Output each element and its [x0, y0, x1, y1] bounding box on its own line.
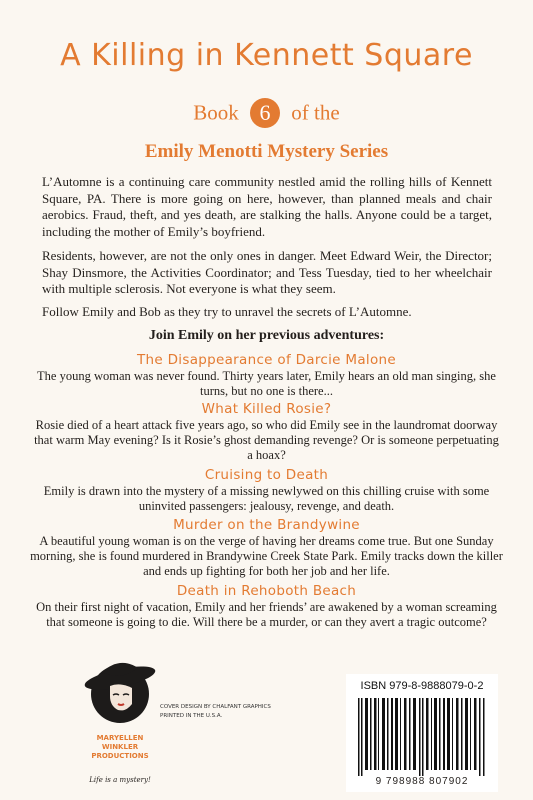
previous-book	[30, 400, 503, 463]
publisher-logo	[80, 652, 160, 792]
blurb-paragraph-3: Follow Emily and Bob as they try to unravel the secrets of L’Automne.	[42, 304, 412, 319]
previous-adventures-heading: Join Emily on her previous adventures:	[148, 328, 385, 343]
previous-book-description: Rosie died of a heart attack five years ago, so who did Emily see in the laundromat doorway that warm May evening? Is it Rosie’s ghost demanding revenge? Or is someone perpetuating a hoax?	[34, 418, 499, 462]
publisher-tagline: Life is a mystery!	[89, 776, 151, 784]
barcode-icon	[356, 698, 488, 776]
publisher-name: MARYELLEN WINKLER PRODUCTIONS	[91, 734, 149, 760]
print-credits	[160, 703, 271, 721]
previous-book-title: Murder on the Brandywine	[173, 517, 360, 533]
previous-book	[30, 516, 503, 579]
cover-design-credit: COVER DESIGN BY CHALFANT GRAPHICS	[160, 704, 271, 710]
barcode-number: 9 798988 807902	[375, 776, 469, 787]
previous-book	[30, 582, 503, 630]
blurb-paragraph-2: Residents, however, are not the only ones in danger. Meet Edward Weir, the Director; Shay Dinsmore, the Activities Coordinator; and Tess Tuesday, tied to her wheelchair with multiple sclerosis. Not everyone is what they seem.	[42, 248, 492, 296]
isbn-label: ISBN 979-8-9888079-0-2	[360, 680, 484, 692]
book-suffix: of the	[291, 100, 340, 125]
hat-woman-icon	[80, 652, 160, 732]
series-name: Emily Menotti Mystery Series	[144, 141, 389, 162]
previous-book-title: The Disappearance of Darcie Malone	[137, 352, 396, 368]
previous-book	[30, 351, 503, 399]
previous-book-description: The young woman was never found. Thirty years later, Emily hears an old man singing, she turns, but no one is there...	[37, 369, 496, 398]
printed-in-credit: PRINTED IN THE U.S.A.	[160, 713, 223, 719]
book-number-line	[0, 98, 533, 128]
previous-book	[30, 466, 503, 514]
previous-book-description: Emily is drawn into the mystery of a missing newlywed on this chilling cruise with some uninvited passengers: jealousy, revenge, and death.	[43, 484, 490, 513]
previous-book-description: On their first night of vacation, Emily and her friends’ are awakened by a woman screaming that someone is going to die. Will there be a murder, or can they avert a tragic outcome?	[36, 600, 497, 629]
previous-book-title: Death in Rehoboth Beach	[176, 583, 357, 599]
isbn-barcode-box	[346, 674, 498, 792]
book-prefix: Book	[193, 100, 239, 125]
book-number-badge: 6	[250, 98, 280, 128]
previous-book-title: What Killed Rosie?	[201, 401, 332, 417]
blurb-paragraph-1: L’Automne is a continuing care community nestled amid the rolling hills of Kennett Square, PA. There is more going on here, however, than planned meals and chair aerobics. Fraud, theft, and yes death, are stalking the halls. Anyone could be a target, including the mother of Emily’s boyfriend.	[42, 174, 492, 239]
previous-book-description: A beautiful young woman is on the verge of having her dreams come true. But one Sunday morning, she is found murdered in Brandywine Creek State Park. Emily tracks down the killer and ends up fighting for both her job and her life.	[30, 534, 503, 578]
previous-book-title: Cruising to Death	[204, 467, 329, 483]
book-title: A Killing in Kennett Square	[60, 38, 473, 73]
